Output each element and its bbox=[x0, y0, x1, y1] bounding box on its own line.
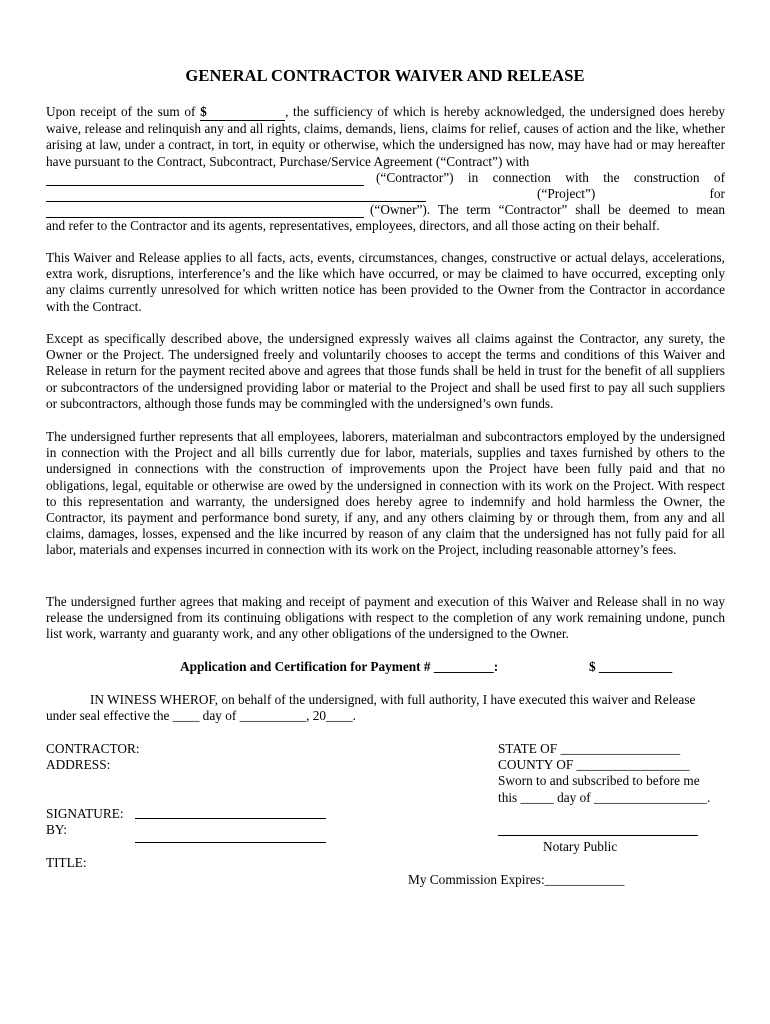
project-line-row bbox=[46, 186, 725, 202]
owner-line-row bbox=[46, 202, 725, 218]
payment-amount-field[interactable]: $ ___________ bbox=[589, 659, 673, 674]
address-label: ADDRESS: bbox=[46, 757, 111, 772]
paragraph-waives bbox=[46, 331, 725, 412]
notary-signature-field[interactable] bbox=[498, 835, 698, 836]
sworn-text: Sworn to and subscribed to before me bbox=[498, 773, 700, 788]
contractor-tail: (“Contractor”) in connection with the construction of bbox=[376, 169, 725, 185]
p4-text: The undersigned further represents that all employees, laborers, materialman and subcontractors employed by the undersigned in connection with the Project and all bills currently due for labor, materials, supplies and taxes furnished by others to the undersigned in connections with the construction of improvements upon the Project have been fully paid and that no obligations, legal, equitable or otherwise are owed by the undersigned in connection with its work on the Project. With respect to this representation and warranty, the undersigned does hereby agree to indemnify and hold harmless the Owner, the Contractor, its payment and performance bond surety, if any, and any others claiming by or through them, from any and all claims, damages, losses, expensed and the like incurred by reason of any claim that the undersigned has not fully paid for all labor, materials and expenses incurred in connection with its work on the Project, including reasonable attorney’s fees. bbox=[46, 429, 725, 558]
paragraph-applies bbox=[46, 250, 725, 315]
county-of-field[interactable]: COUNTY OF _________________ bbox=[498, 757, 690, 772]
signature-label: SIGNATURE: bbox=[46, 806, 124, 821]
owner-tail: (“Owner”). The term “Contractor” shall be deemed to mean bbox=[370, 202, 725, 218]
signature-field[interactable] bbox=[135, 818, 326, 819]
by-field[interactable] bbox=[135, 842, 326, 843]
contractor-name-field[interactable] bbox=[46, 172, 364, 186]
paragraph-represents bbox=[46, 429, 725, 559]
sum-field[interactable] bbox=[200, 104, 285, 121]
document-title: GENERAL CONTRACTOR WAIVER AND RELEASE bbox=[185, 66, 585, 85]
p2-text: This Waiver and Release applies to all facts, acts, events, circumstances, changes, constructive or actual delays, accelerations, extra work, disruptions, interference’s and the like which have occurred, or may be claimed to have occurred, excepting only any claims currently unresolved for which written notice has been provided to the Owner from the Contractor in accordance with the Contract. bbox=[46, 250, 725, 314]
witness-line-1: IN WINESS WHEROF, on behalf of the undersigned, with full authority, I have executed this waiver and Release bbox=[90, 692, 696, 707]
notary-public-label: Notary Public bbox=[543, 839, 618, 854]
dollar-sign: $ bbox=[200, 104, 207, 119]
paragraph-agrees bbox=[46, 594, 725, 643]
application-certification-label: Application and Certification for Payment # _________: bbox=[180, 659, 499, 674]
this-day-field[interactable]: this _____ day of _________________. bbox=[498, 790, 711, 805]
p1-intro: Upon receipt of the sum of bbox=[46, 104, 201, 119]
paragraph-receipt bbox=[46, 104, 725, 234]
title-label: TITLE: bbox=[46, 855, 87, 870]
p1-closing: and refer to the Contractor and its agents, representatives, employees, directors, and all those acting on their behalf. bbox=[46, 218, 660, 234]
state-of-field[interactable]: STATE OF __________________ bbox=[498, 741, 681, 756]
contractor-line-row bbox=[46, 170, 725, 186]
project-label: (“Project”) bbox=[537, 185, 596, 201]
by-label: BY: bbox=[46, 822, 67, 837]
commission-expires-field[interactable]: My Commission Expires:____________ bbox=[408, 872, 625, 887]
witness-line-2: under seal effective the ____ day of __________, 20____. bbox=[46, 708, 356, 723]
p5-text: The undersigned further agrees that making and receipt of payment and execution of this Waiver and Release shall in no way release the undersigned from its continuing obligations with respect to the completion of any work remaining undone, punch list work, warranty and guaranty work, and any other obligations of the undersigned to the Owner. bbox=[46, 594, 725, 642]
p1-body: , the sufficiency of which is hereby acknowledged, the undersigned does hereby waive, release and relinquish any and all rights, claims, demands, liens, claims for relief, causes of action and the like, whether arising at law, under a contract, in tort, in equity or otherwise, which the undersigned has now, may have had or may hereafter have pursuant to the Contract, Subcontract, Purchase/Service Agreement (“Contract”) with bbox=[46, 104, 725, 169]
project-for: for bbox=[709, 185, 725, 201]
project-name-field[interactable] bbox=[46, 188, 426, 202]
owner-name-field[interactable] bbox=[46, 204, 364, 218]
contractor-label: CONTRACTOR: bbox=[46, 741, 140, 756]
p3-text: Except as specifically described above, the undersigned expressly waives all claims against the Contractor, any surety, the Owner or the Project. The undersigned freely and voluntarily chooses to accept the terms and conditions of this Waiver and Release in return for the payment recited above and agrees that those funds shall be held in trust for the benefit of all suppliers or subcontractors of the undersigned providing labor or material to the Project and shall be used first to pay all such suppliers or subcontractors, although those funds may be commingled with the undersigned’s own funds. bbox=[46, 331, 725, 411]
